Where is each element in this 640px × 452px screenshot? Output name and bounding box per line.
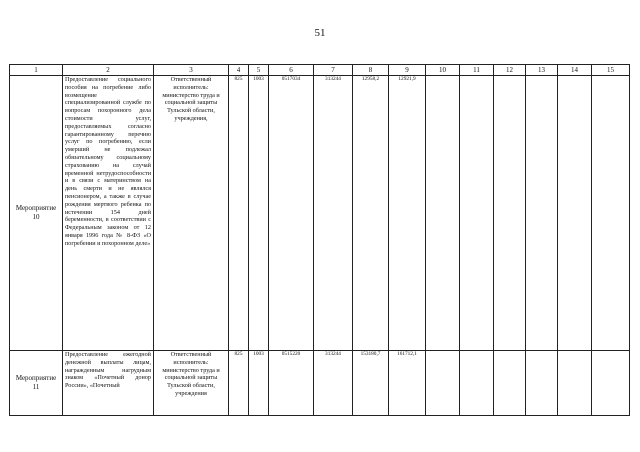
- page-number: 51: [314, 27, 326, 39]
- amount-cell: 12958,2: [353, 76, 389, 351]
- empty-cell: [494, 76, 526, 351]
- column-header: 12: [494, 65, 526, 76]
- amount-cell: 153180,7: [353, 351, 389, 416]
- measure-description: Предоставление социального пособия на погребение либо возмещение специализированной службе по вопросам похоронного дела стоимости услуг, предоставляемых согласно гарантированному перечню услуг по погребению, если умерший не подлежал обязательному социальному страхованию на случай временной нетрудоспособности и в связи с материнством на день смерти и не являлся пенсионером, а также в случае рождения мертвого ребенка по истечении 154 дней беременности, в соответствии с Федеральным законом от 12 января 1996 года № 8-ФЗ «О погребении и похоронном деле»: [63, 76, 154, 351]
- column-header: 6: [269, 65, 314, 76]
- column-header: 8: [353, 65, 389, 76]
- column-header: 9: [389, 65, 426, 76]
- column-header: 14: [558, 65, 592, 76]
- responsible-executor: Ответственный исполнитель: министерство труда и социальной защиты Тульской области, учреждения: [154, 351, 229, 416]
- column-header: 5: [249, 65, 269, 76]
- ministry-code-cell: 825: [229, 351, 249, 416]
- table-row: [10, 76, 630, 351]
- empty-cell: [558, 351, 592, 416]
- expense-type-cell: 313244: [314, 351, 353, 416]
- empty-cell: [592, 76, 630, 351]
- column-header: 15: [592, 65, 630, 76]
- empty-cell: [494, 351, 526, 416]
- amount-cell: 161712,1: [389, 351, 426, 416]
- target-article-cell: 0517034: [269, 76, 314, 351]
- section-code-cell: 1003: [249, 351, 269, 416]
- column-header: 1: [10, 65, 63, 76]
- measure-name: Мероприятие 10: [10, 76, 63, 351]
- empty-cell: [558, 76, 592, 351]
- column-header: 13: [526, 65, 558, 76]
- column-header: 10: [426, 65, 460, 76]
- empty-cell: [526, 76, 558, 351]
- empty-cell: [426, 76, 460, 351]
- empty-cell: [460, 76, 494, 351]
- program-measures-table: [9, 64, 630, 416]
- amount-cell: 12921,9: [389, 76, 426, 351]
- column-header: 4: [229, 65, 249, 76]
- column-header: 7: [314, 65, 353, 76]
- empty-cell: [426, 351, 460, 416]
- column-number-row: [10, 65, 630, 76]
- column-header: 11: [460, 65, 494, 76]
- empty-cell: [592, 351, 630, 416]
- empty-cell: [460, 351, 494, 416]
- section-code-cell: 1003: [249, 76, 269, 351]
- column-header: 3: [154, 65, 229, 76]
- ministry-code-cell: 825: [229, 76, 249, 351]
- column-header: 2: [63, 65, 154, 76]
- measure-description: Предоставление ежегодной денежной выплаты лицам, награжденным нагрудным знаком «Почетный донор России», «Почетный: [63, 351, 154, 416]
- responsible-executor: Ответственный исполнитель: министерство труда и социальной защиты Тульской области, учреждения,: [154, 76, 229, 351]
- table-row: [10, 351, 630, 416]
- measure-name: Мероприятие 11: [10, 351, 63, 416]
- target-article-cell: 0515220: [269, 351, 314, 416]
- expense-type-cell: 313244: [314, 76, 353, 351]
- empty-cell: [526, 351, 558, 416]
